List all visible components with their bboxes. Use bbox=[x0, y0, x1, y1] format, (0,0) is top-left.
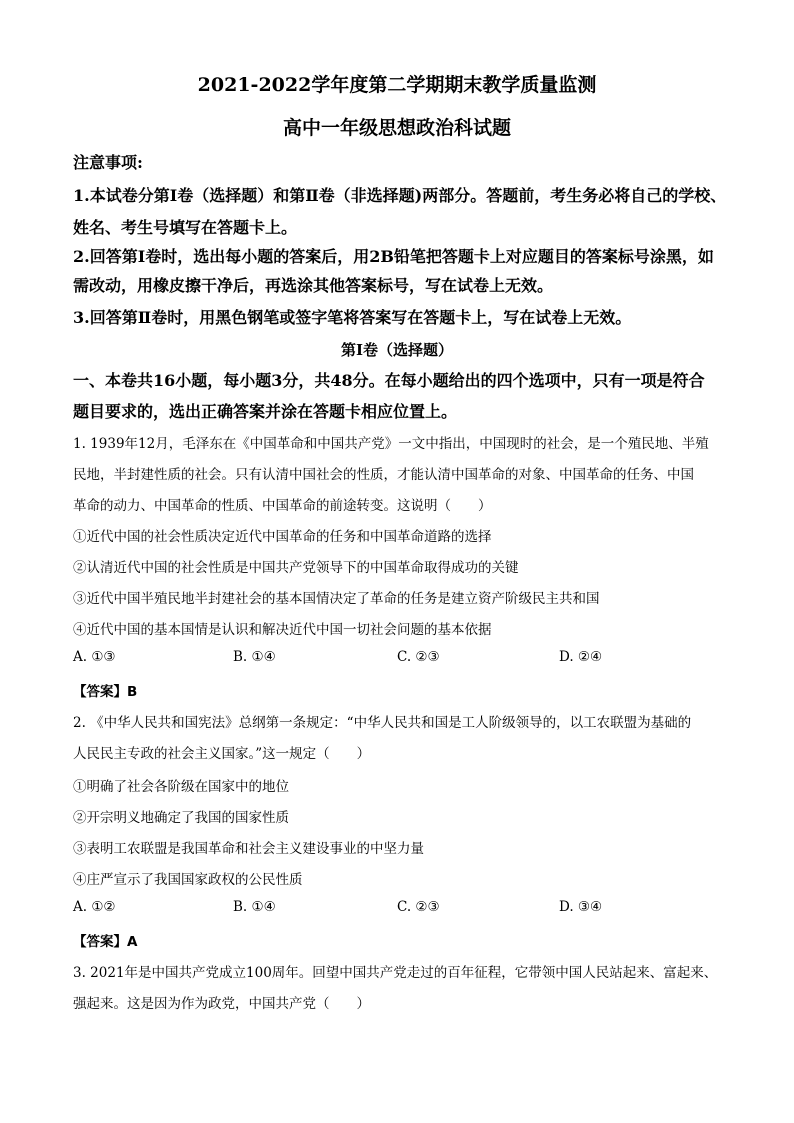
exam-title: 2021-2022学年度第二学期期末教学质量监测 bbox=[197, 74, 597, 96]
option-b: B. ①④ bbox=[233, 649, 276, 665]
question-statement: ④庄严宣示了我国国家政权的公民性质 bbox=[73, 872, 303, 888]
notes-line: 3.回答第Ⅱ卷时，用黑色钢笔或签字笔将答案写在答题卡上，写在试卷上无效。 bbox=[73, 308, 632, 327]
section-title: 第Ⅰ卷（选择题） bbox=[340, 341, 454, 359]
notes-line: 姓名、考生号填写在答题卡上。 bbox=[73, 218, 298, 237]
exam-subtitle: 高中一年级思想政治科试题 bbox=[282, 117, 511, 139]
answer-label: 【答案】B bbox=[73, 684, 138, 700]
option-a: A. ①② bbox=[73, 899, 116, 915]
notes-line: 2.回答第Ⅰ卷时，选出每小题的答案后，用2B铅笔把答题卡上对应题目的答案标号涂黑，如 bbox=[73, 247, 714, 266]
question-stem: 3. 2021年是中国共产党成立100周年。回望中国共产党走过的百年征程，它带领中国人民站起来、富起来、 bbox=[73, 965, 718, 981]
question-stem: 2. 《中华人民共和国宪法》总纲第一条规定：“中华人民共和国是工人阶级领导的，以工农联盟为基础的 bbox=[73, 715, 692, 731]
question-stem: 强起来。这是因为作为政党，中国共产党（ ） bbox=[73, 996, 370, 1012]
question-stem: 1. 1939年12月，毛泽东在《中国革命和中国共产党》一文中指出，中国现时的社会，是一个殖民地、半殖 bbox=[73, 436, 709, 452]
question-statement: ③表明工农联盟是我国革命和社会主义建设事业的中坚力量 bbox=[73, 841, 424, 857]
question-stem: 革命的动力、中国革命的性质、中国革命的前途转变。这说明（ ） bbox=[73, 498, 492, 514]
section-instructions: 题目要求的，选出正确答案并涂在答题卡相应位置上。 bbox=[73, 402, 458, 421]
question-stem: 人民民主专政的社会主义国家。”这一规定（ ） bbox=[73, 746, 371, 762]
answer-label: 【答案】A bbox=[73, 934, 138, 950]
question-stem: 民地，半封建性质的社会。只有认清中国社会的性质，才能认清中国革命的对象、中国革命的任务、中国 bbox=[73, 467, 694, 483]
option-d: D. ③④ bbox=[559, 899, 603, 915]
notes-line: 需改动，用橡皮擦干净后，再选涂其他答案标号，写在试卷上无效。 bbox=[73, 276, 554, 295]
section-instructions: 一、本卷共16小题，每小题3分，共48分。在每小题给出的四个选项中，只有一项是符合 bbox=[73, 371, 705, 390]
question-statement: ③近代中国半殖民地半封建社会的基本国情决定了革命的任务是建立资产阶级民主共和国 bbox=[73, 591, 600, 607]
question-statement: ②开宗明义地确定了我国的国家性质 bbox=[73, 810, 289, 826]
notes-heading: 注意事项: bbox=[73, 153, 143, 172]
option-b: B. ①④ bbox=[233, 899, 276, 915]
question-statement: ②认清近代中国的社会性质是中国共产党领导下的中国革命取得成功的关键 bbox=[73, 560, 519, 576]
notes-line: 1.本试卷分第Ⅰ卷（选择题）和第Ⅱ卷（非选择题)两部分。答题前，考生务必将自己的学校、 bbox=[73, 186, 727, 205]
question-statement: ①近代中国的社会性质决定近代中国革命的任务和中国革命道路的选择 bbox=[73, 529, 492, 545]
question-statement: ④近代中国的基本国情是认识和解决近代中国一切社会问题的基本依据 bbox=[73, 622, 492, 638]
option-c: C. ②③ bbox=[397, 899, 440, 915]
option-a: A. ①③ bbox=[73, 649, 116, 665]
question-statement: ①明确了社会各阶级在国家中的地位 bbox=[73, 779, 289, 795]
option-c: C. ②③ bbox=[397, 649, 440, 665]
option-d: D. ②④ bbox=[559, 649, 603, 665]
